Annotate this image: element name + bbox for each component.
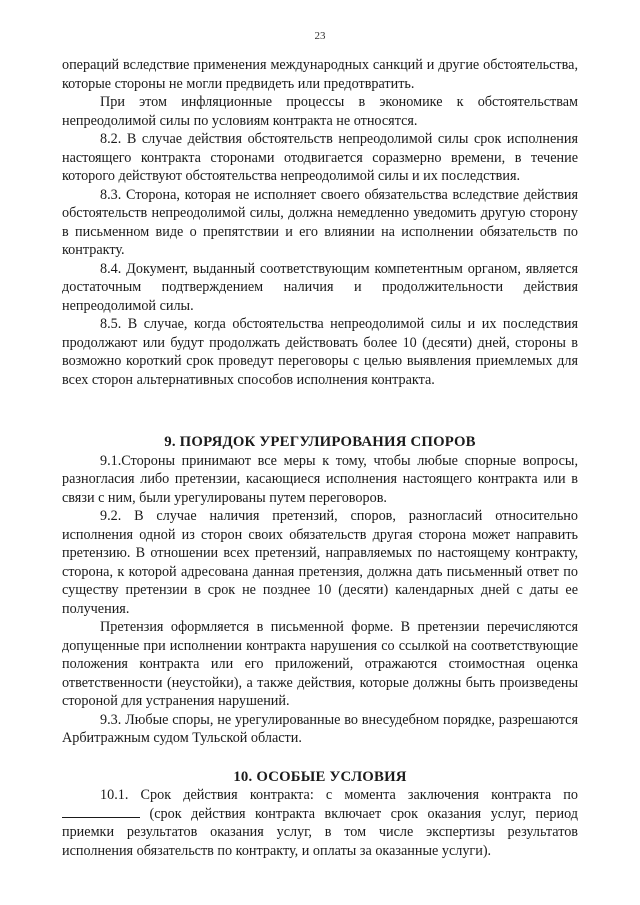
paragraph-9-1: 9.1.Стороны принимают все меры к тому, чтобы любые спорные вопросы, разногласия либо претензии, касающиеся исполнения настоящего контракта или в связи с ним, были урегулированы путем переговоров.: [62, 452, 578, 506]
paragraph-8-5: 8.5. В случае, когда обстоятельства непреодолимой силы и их последствия продолжают или будут продолжать действовать более 10 (десяти) дней, стороны в возможно короткий срок проведут переговоры с целью выявления приемлемых для всех сторон альтернативных способов исполнения контракта.: [62, 316, 578, 388]
paragraph-sanctions: операций вследствие применения международных санкций и другие обстоятельства, которые стороны не могли предвидеть или предотвратить.: [62, 57, 578, 92]
blank-date-field: [62, 805, 140, 818]
paragraph-inflation: При этом инфляционные процессы в экономике к обстоятельствам непреодолимой силы по условиям контракта не относятся.: [62, 94, 578, 129]
paragraph-8-3: 8.3. Сторона, которая не исполняет своего обязательства вследствие действия обстоятельств непреодолимой силы, должна немедленно уведомить другую сторону в письменном виде о препятствии и его влиянии на исполнении обязательств по контракту.: [62, 186, 578, 258]
page-number: 23: [314, 30, 326, 42]
paragraph-8-2: 8.2. В случае действия обстоятельств непреодолимой силы срок исполнения настоящего контракта сторонами отодвигается соразмерно времени, в течение которого действуют обстоятельства непреодолимой силы и их последствия.: [62, 131, 578, 184]
paragraph-claim-form: Претензия оформляется в письменной форме. В претензии перечисляются допущенные при исполнении контракта нарушения со ссылкой на соответствующие положения контракта или его приложений, отражаются стоимостная оценка ответственности (неустойки), а также действия, которые должны быть произведены стороной для устранения нарушений.: [62, 619, 578, 709]
section-10-heading: 10. ОСОБЫЕ УСЛОВИЯ: [233, 768, 407, 785]
paragraph-10-1-end: (срок действия контракта включает срок оказания услуг, период приемки результатов оказания услуг, в том числе экспертизы результатов исполнения обязательств по контракту, и оплаты за оказанные услуги).: [62, 805, 578, 859]
section-9-heading: 9. ПОРЯДОК УРЕГУЛИРОВАНИЯ СПОРОВ: [164, 434, 476, 450]
paragraph-10-1: [62, 786, 578, 860]
document-body: [62, 56, 578, 860]
paragraph-9-3: 9.3. Любые споры, не урегулированные во внесудебном порядке, разрешаются Арбитражным судом Тульской области.: [62, 711, 578, 746]
paragraph-10-1-start: 10.1. Срок действия контракта: с момента заключения контракта по: [100, 787, 578, 803]
paragraph-9-2: 9.2. В случае наличия претензий, споров, разногласий относительно исполнения одной из сторон своих обязательств другая сторона может направить претензию. В отношении всех претензий, направляемых по настоящему контракту, сторона, к которой адресована данная претензия, должна дать письменный ответ по существу претензии в срок не позднее 10 (десяти) календарных дней с даты ее получения.: [62, 508, 578, 617]
paragraph-8-4: 8.4. Документ, выданный соответствующим компетентным органом, является достаточным подтверждением наличия и продолжительности действия непреодолимой силы.: [62, 260, 578, 314]
